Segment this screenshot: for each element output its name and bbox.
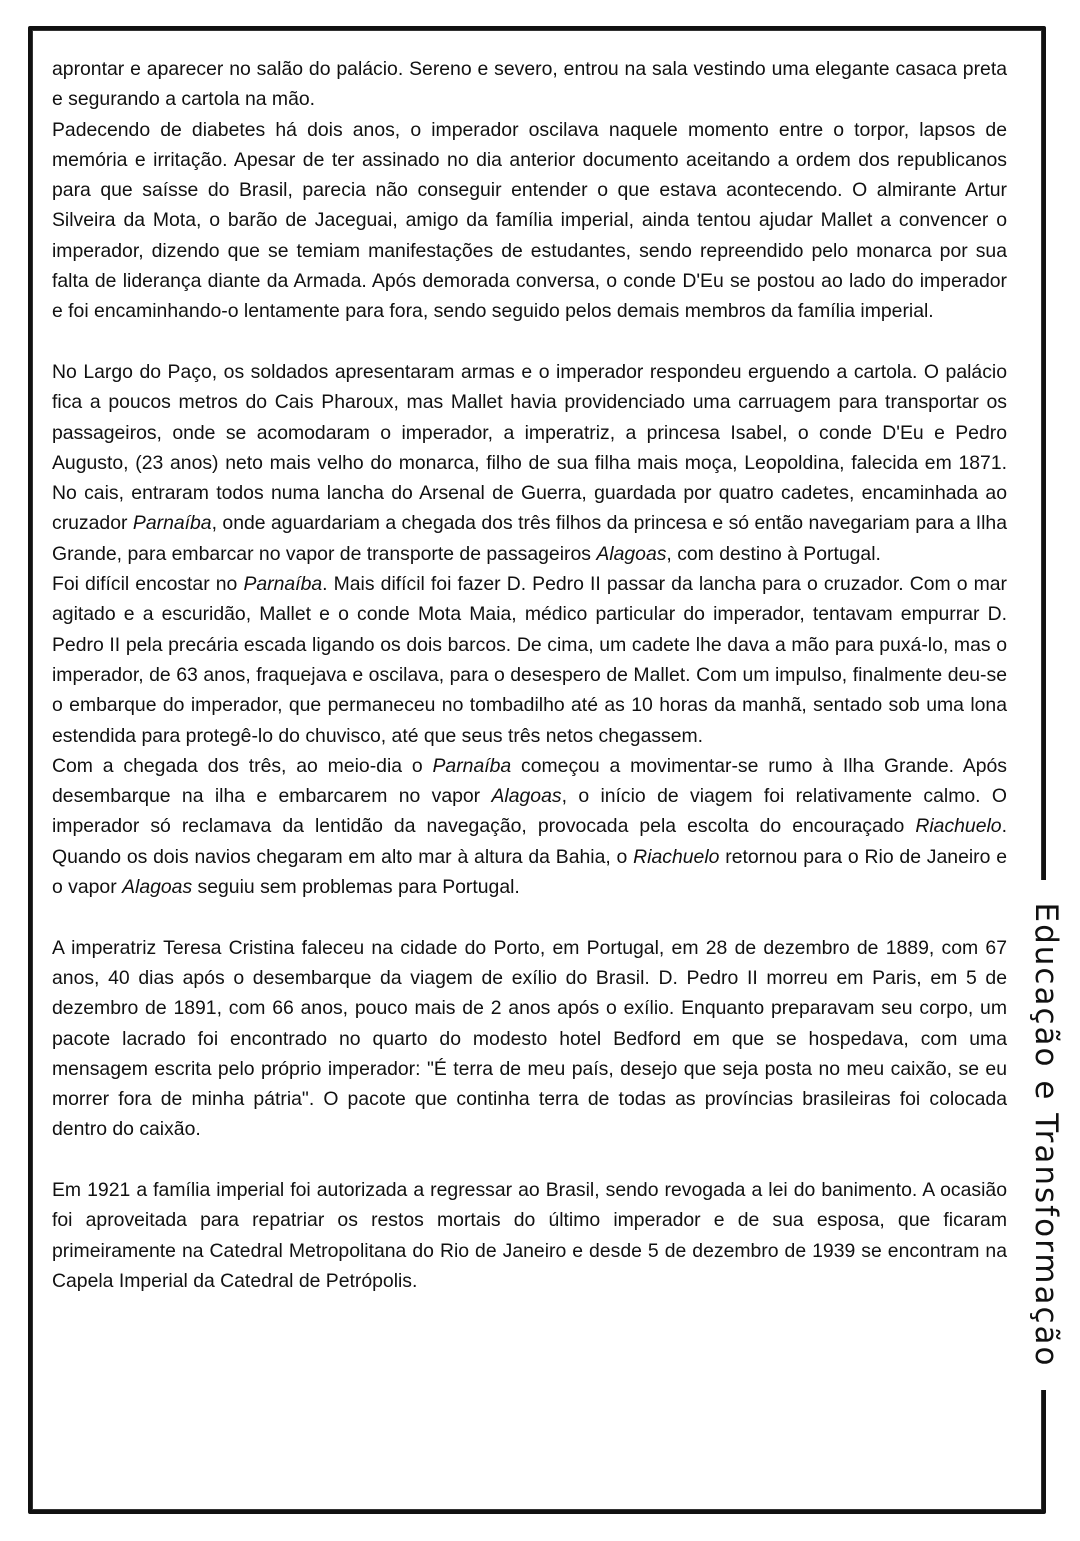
text-run: começou a movimentar-se rumo à Ilha Grande. Após desembarque na ilha e embarcarem no vapor — [52, 754, 1007, 808]
paragraph — [52, 569, 1007, 751]
text-run: No Largo do Paço, os soldados apresentaram armas e o imperador respondeu erguendo a cartola. O palácio fica a poucos metros do Cais Pharoux, mas Mallet havia providenciado uma carruagem para transportar os passageiros, onde se acomodaram o imperador, a imperatriz, a princesa Isabel, o conde D'Eu e Pedro Augusto, (23 anos) neto mais velho do monarca, filho de sua filha mais moça, Leopoldina, falecida em 1871. No cais, entraram todos numa lancha do Arsenal de Guerra, guardada por quatro cadetes, encaminhada ao cruzador — [52, 360, 1007, 535]
ship-name: Parnaíba — [132, 512, 212, 535]
paragraph — [52, 1175, 1007, 1296]
ship-name: Riachuelo — [915, 815, 1002, 838]
paragraph — [52, 357, 1007, 569]
paragraph — [52, 751, 1007, 902]
paragraph-spacer — [52, 902, 1007, 932]
text-run: Padecendo de diabetes há dois anos, o imperador oscilava naquele momento entre o torpor, lapsos de memória e irritação. Apesar de ter assinado no dia anterior documento aceitando a ordem dos republicanos para que saísse do Brasil, parecia não conseguir entender o que estava acontecendo. O almirante Artur Silveira da Mota, o barão de Jaceguai, amigo da família imperial, ainda tentou ajudar Mallet a convencer o imperador, dizendo que se temiam manifestações de estudantes, sendo repreendido pelo monarca por sua falta de liderança diante da Armada. Após demorada conversa, o conde D'Eu se postou ao lado do imperador e foi encaminhando-o lentamente para fora, sendo seguido pelos demais membros da família imperial. — [52, 118, 1007, 323]
text-run: Com a chegada dos três, ao meio-dia o — [52, 754, 433, 777]
paragraph-spacer — [52, 327, 1007, 357]
paragraph — [52, 933, 1007, 1145]
text-run: . Quando os dois navios chegaram em alto mar à altura da Bahia, o — [52, 815, 1007, 868]
text-run: Foi difícil encostar no — [52, 573, 244, 596]
text-run: Em 1921 a família imperial foi autorizada a regressar ao Brasil, sendo revogada a lei do banimento. A ocasião foi aproveitada para repatriar os restos mortais do último imperador e de sua esposa, que ficaram primeiramente na Catedral Metropolitana do Rio de Janeiro e desde 5 de dezembro de 1939 se encontram na Capela Imperial da Catedral de Petrópolis. — [52, 1178, 1007, 1292]
paragraph — [52, 54, 1007, 115]
text-run: retornou para o Rio de Janeiro e o vapor — [52, 845, 1007, 899]
ship-name: Alagoas — [122, 876, 193, 899]
text-run: , o início de viagem foi relativamente calmo. O imperador só reclamava da lentidão da navegação, provocada pela escolta do encouraçado — [52, 785, 1007, 838]
paragraph-spacer — [52, 1145, 1007, 1175]
ship-name: Parnaíba — [243, 573, 323, 596]
ship-name: Alagoas — [491, 785, 562, 808]
text-run: A imperatriz Teresa Cristina faleceu na cidade do Porto, em Portugal, em 28 de dezembro de 1889, com 67 anos, 40 dias após o desembarque da viagem de exílio do Brasil. D. Pedro II morreu em Paris, em 5 de dezembro de 1891, com 66 anos, pouco mais de 2 anos após o exílio. Enquanto preparavam seu corpo, um pacote lacrado foi encontrado no quarto do modesto hotel Bedford em que se hospedava, com uma mensagem escrita pelo próprio imperador: "É terra de meu país, desejo que seja posta no meu caixão, se eu morrer fora de minha pátria". O pacote que continha terra de todas as províncias brasileiras foi colocada dentro do caixão. — [52, 936, 1007, 1141]
article-body — [52, 54, 1007, 1296]
side-title: Educação e Transformação — [1028, 902, 1064, 1368]
text-run: , onde aguardariam a chegada dos três filhos da princesa e só então navegariam para a Ilha Grande, para embarcar no vapor de transporte de passageiros — [52, 512, 1007, 565]
paragraph — [52, 115, 1007, 327]
text-run: , com destino à Portugal. — [666, 542, 881, 565]
text-run: . Mais difícil foi fazer D. Pedro II passar da lancha para o cruzador. Com o mar agitado e a escuridão, Mallet e o conde Mota Maia, médico particular do imperador, tentavam empurrar D. Pedro II pela precária escada ligando os dois barcos. De cima, um cadete lhe dava a mão para puxá-lo, mas o imperador, de 63 anos, fraquejava e oscilava, para o desespero de Mallet. Com um impulso, finalmente deu-se o embarque do imperador, que permaneceu no tombadilho até as 10 horas da manhã, sentado sob uma lona estendida para protegê-lo do chuvisco, até que seus três netos chegassem. — [52, 573, 1008, 747]
text-run: seguiu sem problemas para Portugal. — [192, 876, 520, 899]
ship-name: Parnaíba — [432, 754, 512, 777]
ship-name: Riachuelo — [633, 845, 720, 868]
text-run: aprontar e aparecer no salão do palácio. Sereno e severo, entrou na sala vestindo uma elegante casaca preta e segurando a cartola na mão. — [52, 58, 1007, 111]
ship-name: Alagoas — [596, 542, 667, 565]
